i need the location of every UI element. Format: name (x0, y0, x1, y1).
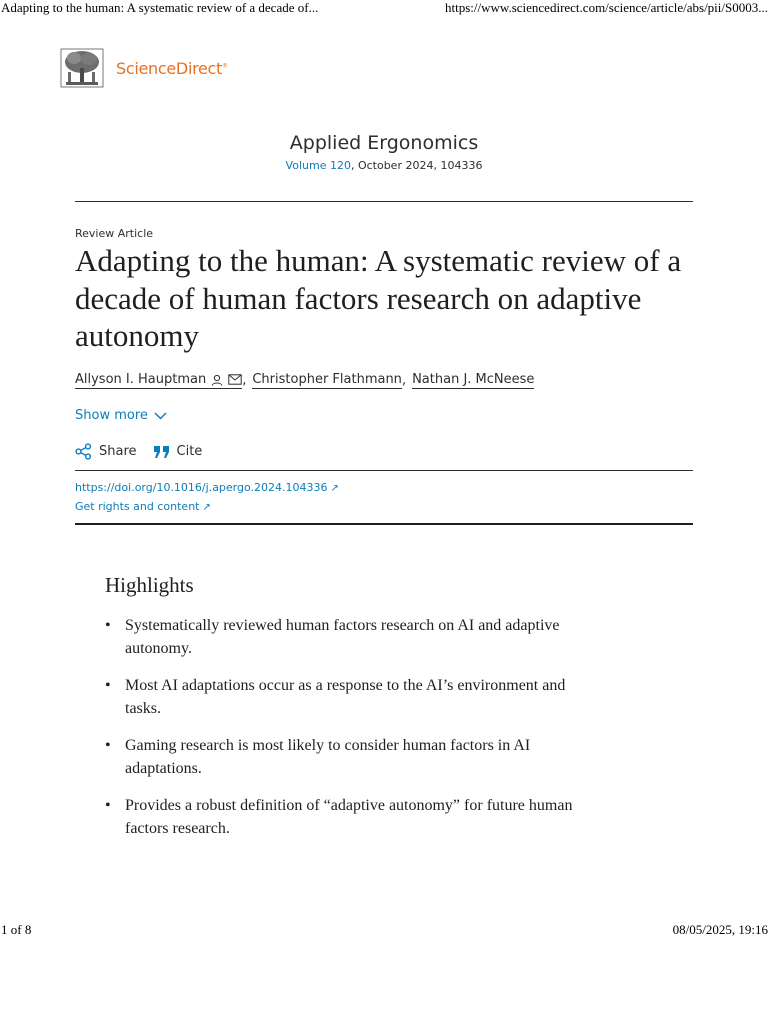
article-actions (75, 443, 218, 460)
external-link-icon: ↗ (330, 483, 339, 494)
author-link[interactable] (75, 372, 242, 389)
top-divider (75, 201, 693, 202)
print-header-url: https://www.sciencedirect.com/science/article/abs/pii/S0003... (445, 0, 768, 15)
person-icon (211, 374, 223, 386)
author-name: Nathan J. McNeese (412, 372, 535, 387)
journal-meta (75, 159, 693, 172)
highlights-heading: Highlights (105, 573, 194, 597)
highlight-text: Most AI adaptations occur as a response to the AI’s environment and tasks. (125, 677, 566, 717)
bullet-icon: • (105, 797, 111, 814)
highlight-text: Gaming research is most likely to consider human factors in AI adaptations. (125, 737, 531, 777)
bullet-icon: • (105, 677, 111, 694)
quote-icon (153, 445, 170, 459)
cite-label: Cite (176, 444, 203, 459)
doi-link[interactable] (75, 481, 339, 494)
external-link-icon: ↗ (202, 502, 211, 513)
cite-button[interactable] (153, 444, 203, 459)
doi-text: https://doi.org/10.1016/j.apergo.2024.104336 (75, 481, 328, 494)
actions-divider (75, 470, 693, 471)
volume-link[interactable]: Volume 120 (285, 159, 351, 172)
print-footer-datetime: 08/05/2025, 19:16 (672, 922, 768, 937)
journal-name[interactable]: Applied Ergonomics (289, 132, 479, 154)
bullet-icon: • (105, 737, 111, 754)
article-type: Review Article (75, 227, 154, 240)
chevron-down-icon (154, 412, 167, 420)
show-more-button[interactable] (75, 408, 167, 423)
highlight-item (105, 674, 605, 720)
author-link[interactable] (252, 372, 402, 389)
share-button[interactable] (75, 443, 137, 460)
highlights-list (105, 614, 605, 854)
rights-text: Get rights and content (75, 500, 200, 513)
sciencedirect-logo[interactable] (60, 48, 228, 88)
highlight-item (105, 734, 605, 780)
author-name: Christopher Flathmann (252, 372, 402, 387)
author-list: Allyson I. Hauptman , Christopher Flathmann , Nathan J. McNeese (75, 372, 535, 388)
share-label: Share (99, 444, 137, 459)
registered-mark: ® (222, 62, 228, 70)
envelope-icon (228, 374, 242, 385)
journal-block (75, 132, 693, 172)
highlight-text: Systematically reviewed human factors research on AI and adaptive autonomy. (125, 617, 560, 657)
print-header-title: Adapting to the human: A systematic review of a decade of... (1, 0, 319, 15)
author-name: Allyson I. Hauptman (75, 372, 207, 387)
elsevier-tree-icon (60, 48, 104, 88)
highlight-item (105, 614, 605, 660)
highlight-item (105, 794, 605, 840)
print-footer-page: 1 of 8 (1, 922, 32, 937)
show-more-label: Show more (75, 408, 148, 423)
bullet-icon: • (105, 617, 111, 634)
author-link[interactable] (412, 372, 534, 389)
journal-details: , October 2024, 104336 (350, 159, 483, 172)
header-bottom-divider (75, 523, 693, 525)
share-icon (75, 443, 92, 460)
highlight-text: Provides a robust definition of “adaptive autonomy” for future human factors research. (125, 797, 573, 837)
rights-link[interactable] (75, 500, 211, 513)
logo-text: ScienceDirect (116, 58, 223, 78)
article-title: Adapting to the human: A systematic review of a decade of human factors research on adaptive autonomy (75, 243, 682, 353)
